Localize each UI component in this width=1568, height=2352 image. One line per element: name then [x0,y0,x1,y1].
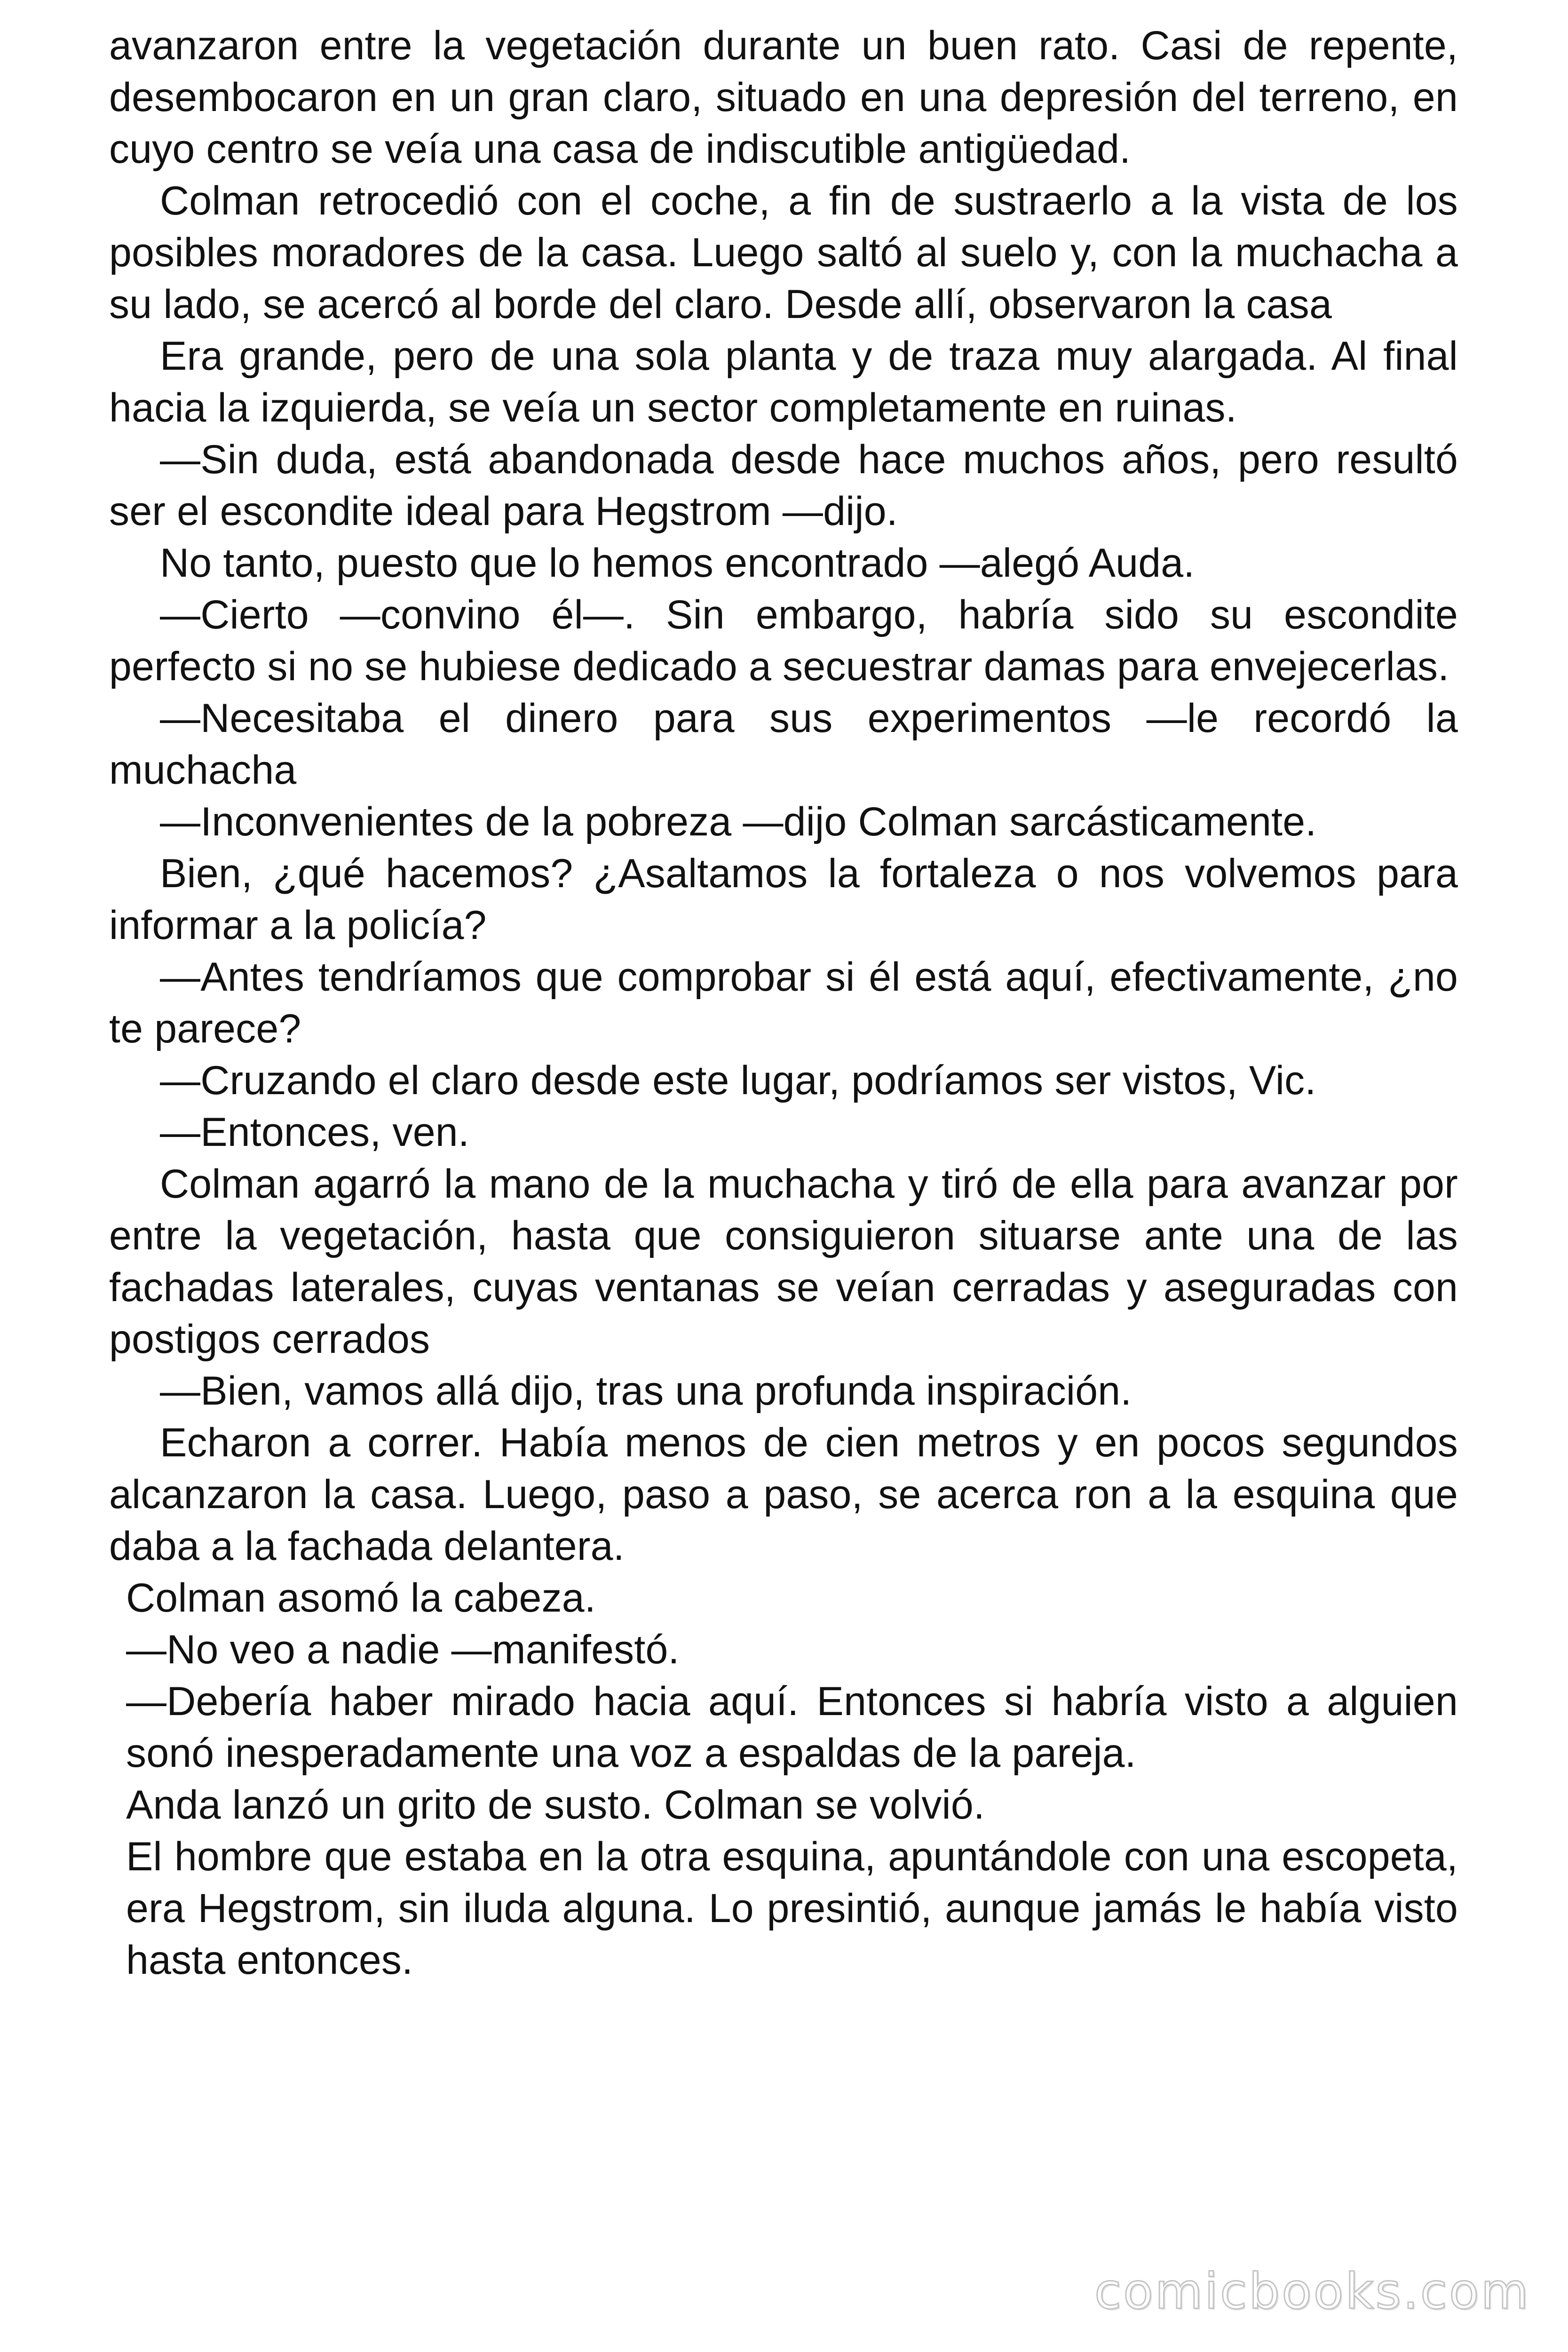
paragraph-10: —Antes tendríamos que comprobar si él está aquí, efectivamente, ¿no te parece? [109,954,1458,1051]
paragraph-5: No tanto, puesto que lo hemos encontrado —alegó Auda. [160,540,1195,586]
paragraph-2: Colman retrocedió con el coche, a fin de sustraerlo a la vista de los posibles moradores de la casa. Luego saltó al suelo y, con la muchacha a su lado, se acercó al borde del claro. Desde allí, observaron la casa [109,178,1458,327]
paragraph-19: Anda lanzó un grito de susto. Colman se volvió. [126,1782,985,1828]
paragraph-4: —Sin duda, está abandonada desde hace muchos años, pero resultó ser el escondite ideal para Hegstrom —dijo. [109,437,1458,534]
paragraph-14: —Bien, vamos allá dijo, tras una profunda inspiración. [160,1368,1132,1414]
paragraph-12: —Entonces, ven. [160,1110,469,1155]
paragraph-7: —Necesitaba el dinero para sus experimentos —le recordó la muchacha [109,696,1458,793]
watermark: comicbooks.com [1094,2263,1530,2320]
paragraph-17: —No veo a nadie —manifestó. [126,1627,680,1672]
paragraph-6: —Cierto —convino él—. Sin embargo, habría sido su escondite perfecto si no se hubiese dedicado a secuestrar damas para envejecerlas. [109,592,1458,689]
paragraph-16: Colman asomó la cabeza. [126,1575,596,1621]
paragraph-15: Echaron a correr. Había menos de cien metros y en pocos segundos alcanzaron la casa. Luego, paso a paso, se acerca ron a la esquina que daba a la fachada delantera. [109,1420,1458,1569]
paragraph-8: —Inconvenientes de la pobreza —dijo Colman sarcásticamente. [160,799,1317,844]
paragraph-11: —Cruzando el claro desde este lugar, podríamos ser vistos, Vic. [160,1058,1316,1103]
paragraph-13: Colman agarró la mano de la muchacha y tiró de ella para avanzar por entre la vegetación, hasta que consiguieron situarse ante una de las fachadas laterales, cuyas ventanas se veían cerradas y aseguradas con postigos cerrados [109,1161,1458,1362]
paragraph-9: Bien, ¿qué hacemos? ¿Asaltamos la fortaleza o nos volvemos para informar a la policía? [109,851,1458,948]
page-text-body [109,20,1458,1986]
paragraph-18: —Debería haber mirado hacia aquí. Entonces si habría visto a alguien sonó inesperadamente una voz a espaldas de la pareja. [126,1679,1458,1776]
paragraph-1: avanzaron entre la vegetación durante un buen rato. Casi de repente, desembocaron en un gran claro, situado en una depresión del terreno, en cuyo centro se veía una casa de indiscutible antigüedad. [109,23,1458,172]
paragraph-20: El hombre que estaba en la otra esquina, apuntándole con una escopeta, era Hegstrom, sin iluda alguna. Lo presintió, aunque jamás le había visto hasta entonces. [126,1834,1458,1983]
paragraph-3: Era grande, pero de una sola planta y de traza muy alargada. Al final hacia la izquierda, se veía un sector completamente en ruinas. [109,334,1458,430]
